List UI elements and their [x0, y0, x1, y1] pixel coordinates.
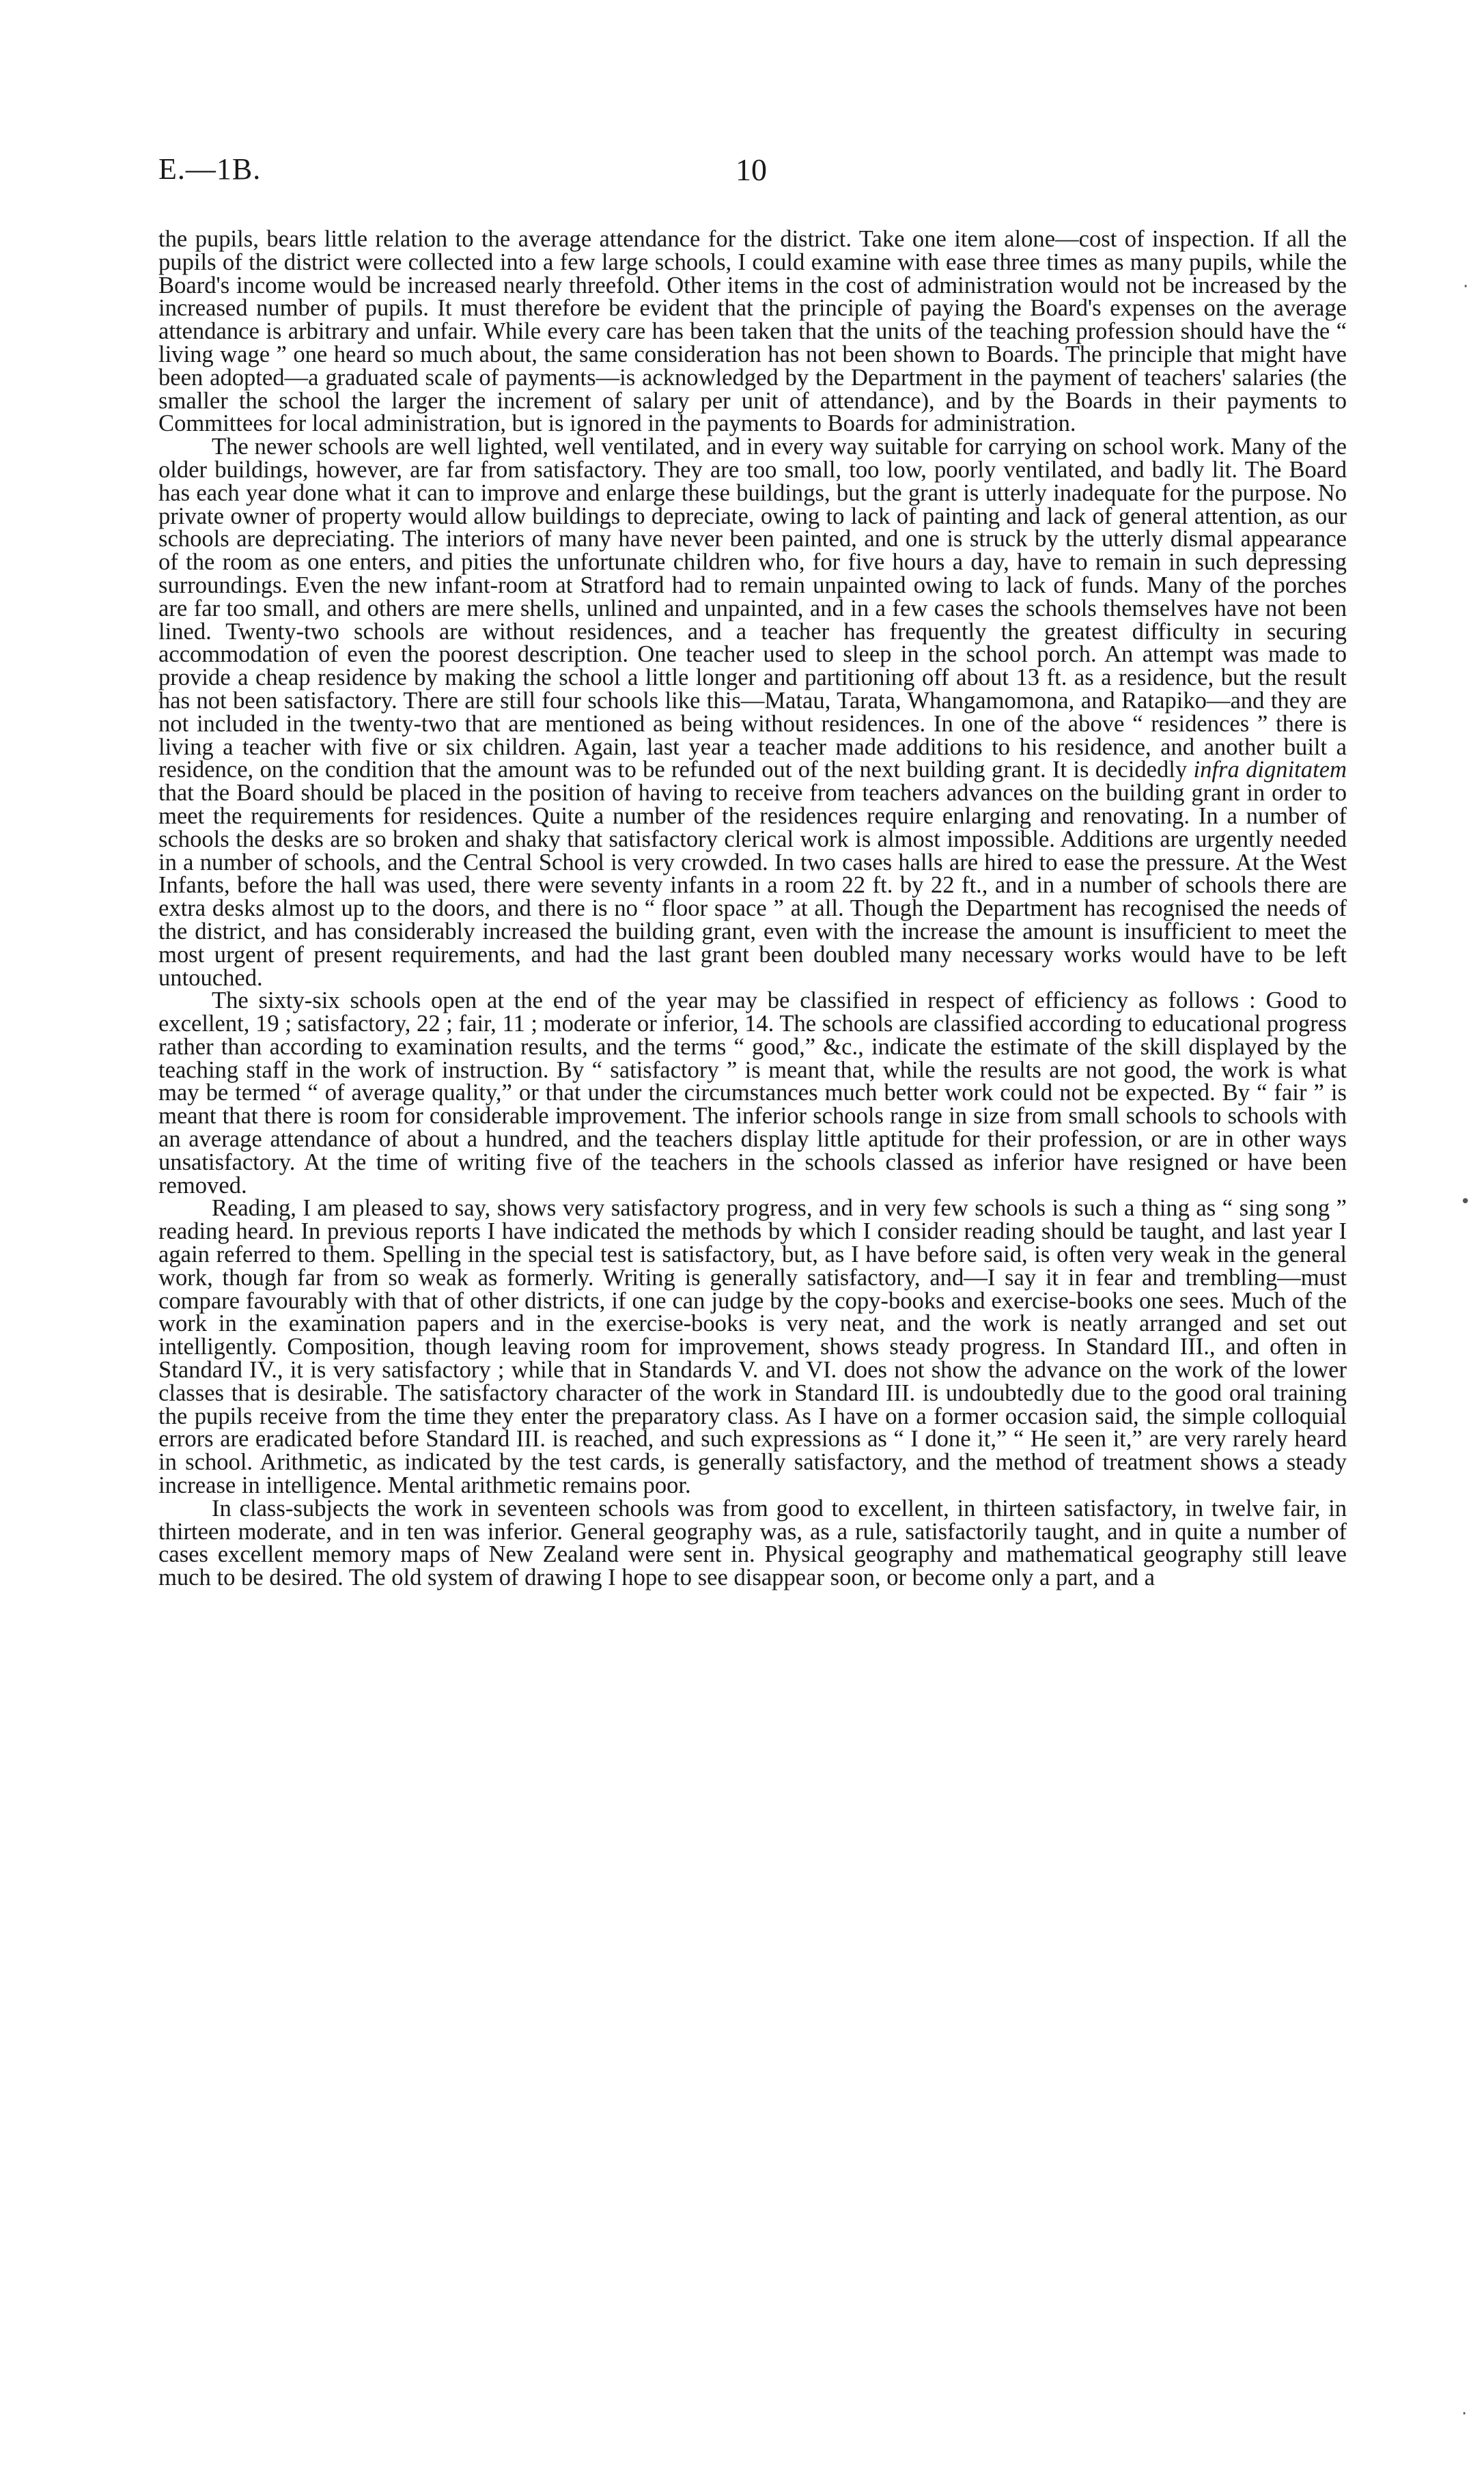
paragraph: the pupils, bears little relation to the average attendance for the district. Take one item alone—cost of inspection. If all the pupils of the district were collected into a few large schools, I could examine with ease three times as many pupils, while the Board's income would be increased nearly threefold. Other items in the cost of administration would not be increased by the increased number of pupils. It must therefore be evident that the principle of paying the Board's expenses on the average attendance is arbitrary and unfair. While every care has been taken that the units of the teaching profession should have the “ living wage ” one heard so much about, the same consideration has not been shown to Boards. The principle that might have been adopted—a graduated scale of payments—is acknowledged by the Department in the payment of teachers' salaries (the smaller the school the larger the increment of salary per unit of attendance), and by the Boards in their payments to Committees for local administration, but is ignored in the payments to Boards for administration.: [158, 226, 1347, 437]
margin-speck: ·: [1461, 2404, 1468, 2424]
margin-speck: •: [1460, 1192, 1471, 1212]
page-number: 10: [736, 152, 767, 187]
paragraph: Reading, I am pleased to say, shows very satisfactory progress, and in very few schools is such a thing as “ sing song ” reading heard. In previous reports I have indicated the methods by which I consider reading should be taught, and last year I again referred to them. Spelling in the special test is satisfactory, but, as I have before said, is often very weak in the general work, though far from so weak as formerly. Writing is generally satisfactory, and—I say it in fear and trembling—must compare favourably with that of other districts, if one can judge by the copy-books and exercise-books one sees. Much of the work in the examination papers and in the exercise-books is very neat, and the work is neatly arranged and set out intelligently. Composition, though leaving room for improvement, shows steady progress. In Standard III., and often in Standard IV., it is very satisfactory ; while that in Standards V. and VI. does not show the advance on the work of the lower classes that is desirable. The satisfactory character of the work in Standard III. is undoubtedly due to the good oral training the pupils receive from the time they enter the preparatory class. As I have on a former occasion said, the simple colloquial errors are eradicated before Standard III. is reached, and such expressions as “ I done it,” “ He seen it,” are very rarely heard in school. Arithmetic, as indicated by the test cards, is generally satisfactory, and the method of treatment shows a steady increase in intelligence. Mental arithmetic remains poor.: [158, 1195, 1347, 1499]
paragraph: In class-subjects the work in seventeen schools was from good to excellent, in thirteen satisfactory, in twelve fair, in thirteen moderate, and in ten was inferior. General geography was, as a rule, satisfactorily taught, and in quite a number of cases excellent memory maps of New Zealand were sent in. Physical geography and mathematical geography still leave much to be desired. The old system of drawing I hope to see disappear soon, or become only a part, and a: [158, 1495, 1347, 1591]
document-reference: E.—1B.: [158, 152, 262, 186]
paragraph: The sixty-six schools open at the end of the year may be classified in respect of efficiency as follows : Good to excellent, 19 ; satisfactory, 22 ; fair, 11 ; moderate or inferior, 14. The schools are classified according to educational progress rather than according to examination results, and the terms “ good,” &c., indicate the estimate of the skill displayed by the teaching staff in the work of instruction. By “ satisfactory ” is meant that, while the results are not good, the work is what may be termed “ of average quality,” or that under the circumstances much better work could not be expected. By “ fair ” is meant that there is room for considerable improvement. The inferior schools range in size from small schools to schools with an average attendance of about a hundred, and the teachers display little aptitude for their profession, or are in other ways unsatisfactory. At the time of writing five of the teachers in the schools classed as inferior have resigned or have been removed.: [158, 987, 1347, 1198]
margin-speck: ·: [1463, 277, 1469, 297]
body-text: [158, 228, 1347, 1590]
paragraph: The newer schools are well lighted, well ventilated, and in every way suitable for carrying on school work. Many of the older buildings, however, are far from satisfactory. They are too small, too low, poorly ventilated, and badly lit. The Board has each year done what it can to improve and enlarge these buildings, but the grant is utterly inadequate for the purpose. No private owner of property would allow buildings to depreciate, owing to lack of painting and lack of general attention, as our schools are depreciating. The interiors of many have never been painted, and one is struck by the utterly dismal appearance of the room as one enters, and pities the unfortunate children who, for five hours a day, have to remain in such depressing surroundings. Even the new infant-room at Stratford had to remain unpainted owing to lack of funds. Many of the porches are far too small, and others are mere shells, unlined and unpainted, and in a few cases the schools themselves have not been lined. Twenty-two schools are without residences, and a teacher has frequently the greatest difficulty in securing accommodation of even the poorest description. One teacher used to sleep in the school porch. An attempt was made to provide a cheap residence by making the school a little longer and partitioning off about 13 ft. as a residence, but the result has not been satisfactory. There are still four schools like this—Matau, Tarata, Whangamomona, and Ratapiko—and they are not included in the twenty-two that are mentioned as being without residences. In one of the above “ residences ” there is living a teacher with five or six children. Again, last year a teacher made additions to his residence, and another built a residence, on the condition that the amount was to be refunded out of the next building grant. It is decidedly infra dignitatem that the Board should be placed in the position of having to receive from teachers advances on the building grant in order to meet the requirements for residences. Quite a number of the residences require enlarging and renovating. In a number of schools the desks are so broken and shaky that satisfactory clerical work is almost impossible. Additions are urgently needed in a number of schools, and the Central School is very crowded. In two cases halls are hired to ease the pressure. At the West Infants, before the hall was used, there were seventy infants in a room 22 ft. by 22 ft., and in a number of schools there are extra desks almost up to the doors, and there is no “ floor space ” at all. Though the Department has recognised the needs of the district, and has considerably increased the building grant, even with the increase the amount is insufficient to meet the most urgent of present requirements, and had the last grant been doubled many necessary works would have to be left untouched.: [158, 434, 1347, 991]
italic-phrase: infra dignitatem: [1193, 757, 1347, 783]
page-header: [158, 152, 1333, 199]
